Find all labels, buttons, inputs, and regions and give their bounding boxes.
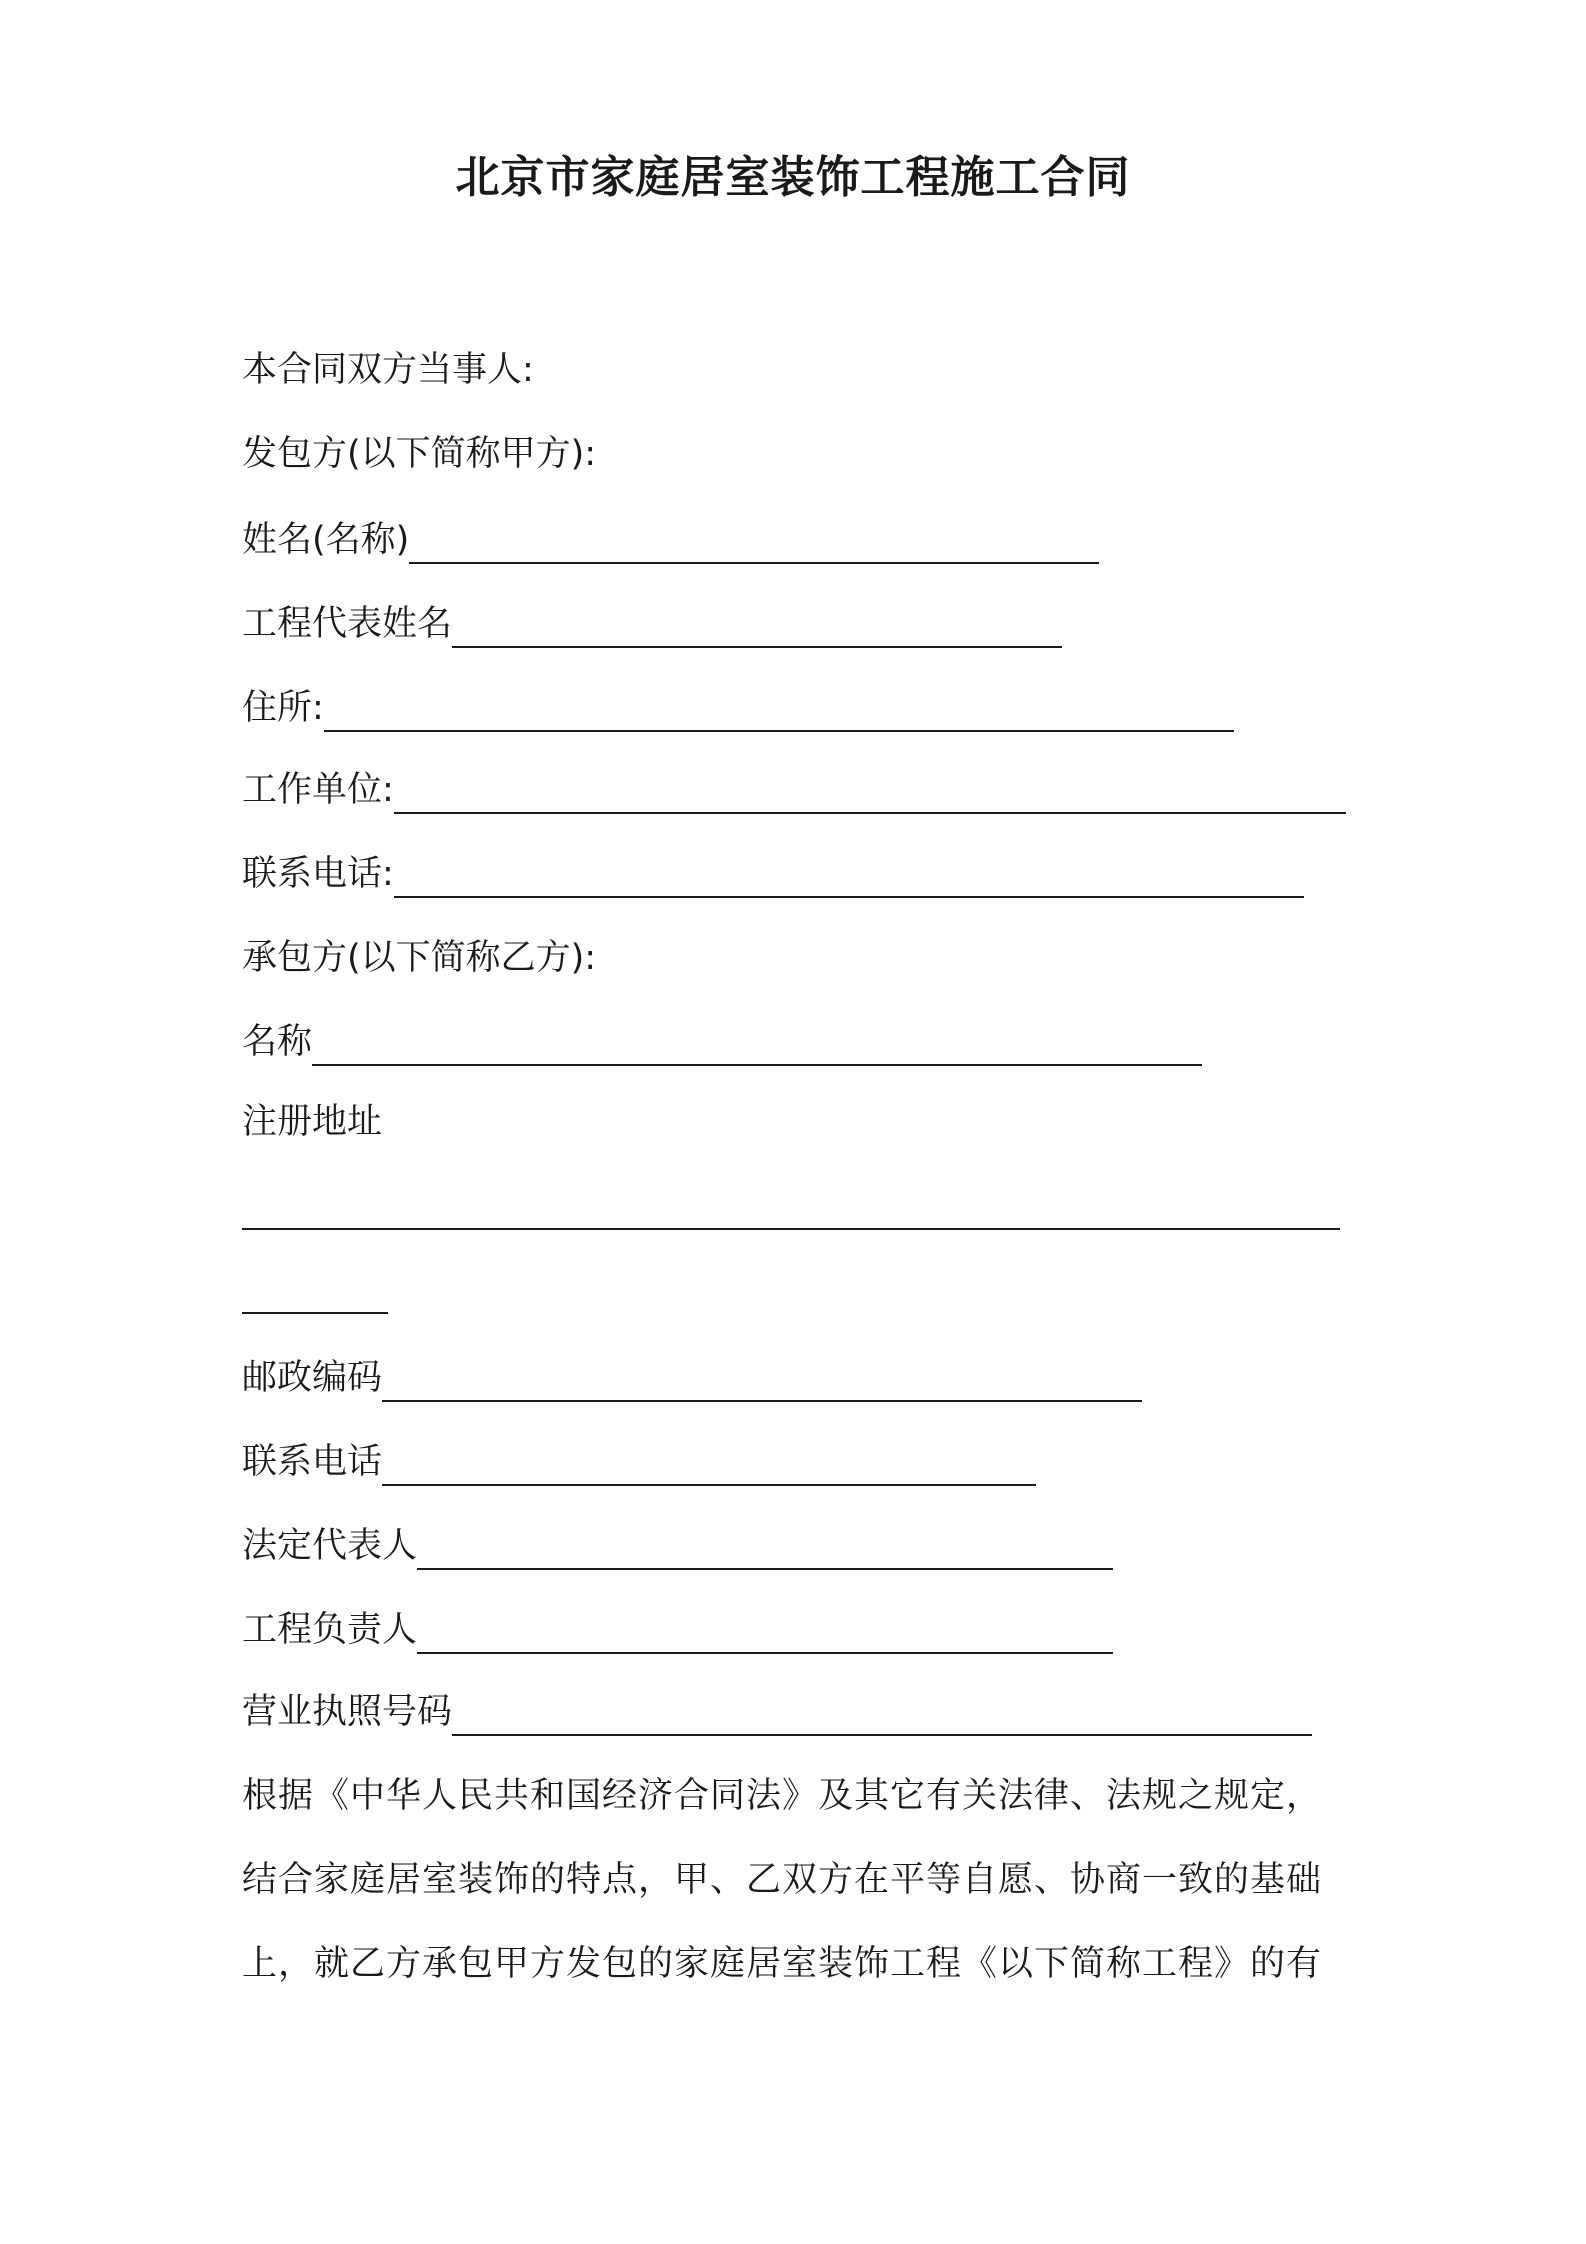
body-paragraph-line: 根据《中华人民共和国经济合同法》及其它有关法律、法规之规定， (242, 1776, 1323, 1816)
party-a-representative-field[interactable] (242, 600, 1062, 648)
party-b-address-blank-line-2[interactable] (242, 1312, 388, 1314)
party-a-name-blank[interactable] (409, 520, 1099, 564)
party-b-name-label: 名称 (242, 1022, 313, 1062)
party-b-project-lead-blank[interactable] (417, 1610, 1113, 1654)
party-b-postcode-field[interactable] (242, 1354, 1142, 1402)
document-title: 北京市家庭居室装饰工程施工合同 (455, 152, 1131, 203)
party-b-license-label: 营业执照号码 (242, 1692, 453, 1732)
party-b-phone-blank[interactable] (382, 1442, 1036, 1486)
party-a-employer-blank[interactable] (394, 770, 1346, 814)
party-b-license-blank[interactable] (452, 1692, 1312, 1736)
party-b-name-blank[interactable] (312, 1022, 1202, 1066)
party-b-heading: 承包方(以下简称乙方): (242, 938, 597, 978)
party-b-legal-rep-label: 法定代表人 (242, 1526, 418, 1566)
party-b-project-lead-field[interactable] (242, 1606, 1113, 1654)
party-a-address-field[interactable] (242, 684, 1234, 732)
party-b-project-lead-label: 工程负责人 (242, 1610, 418, 1650)
party-b-address-label: 注册地址 (242, 1102, 383, 1142)
party-a-name-field[interactable] (242, 516, 1099, 564)
body-paragraph-line: 上，就乙方承包甲方发包的家庭居室装饰工程《以下简称工程》的有 (242, 1944, 1323, 1984)
party-a-representative-blank[interactable] (452, 604, 1062, 648)
party-b-phone-label: 联系电话 (242, 1442, 383, 1482)
party-b-postcode-blank[interactable] (382, 1358, 1142, 1402)
party-a-employer-field[interactable] (242, 766, 1346, 814)
party-a-name-label: 姓名(名称) (242, 520, 410, 560)
party-b-postcode-label: 邮政编码 (242, 1358, 383, 1398)
party-b-address-blank-line-1[interactable] (242, 1228, 1340, 1230)
party-b-phone-field[interactable] (242, 1438, 1036, 1486)
party-a-employer-label: 工作单位: (242, 770, 394, 810)
party-a-phone-label: 联系电话: (242, 854, 394, 894)
party-a-heading: 发包方(以下简称甲方): (242, 434, 597, 474)
party-a-phone-field[interactable] (242, 850, 1304, 898)
body-paragraph-line: 结合家庭居室装饰的特点，甲、乙双方在平等自愿、协商一致的基础 (242, 1860, 1323, 1900)
party-a-representative-label: 工程代表姓名 (242, 604, 453, 644)
party-a-address-label: 住所: (242, 688, 324, 728)
party-b-legal-rep-blank[interactable] (417, 1526, 1113, 1570)
party-a-phone-blank[interactable] (394, 854, 1304, 898)
party-b-name-field[interactable] (242, 1018, 1202, 1066)
parties-intro: 本合同双方当事人: (242, 350, 534, 390)
party-a-address-blank[interactable] (324, 688, 1234, 732)
party-b-legal-rep-field[interactable] (242, 1522, 1113, 1570)
party-b-license-field[interactable] (242, 1688, 1312, 1736)
